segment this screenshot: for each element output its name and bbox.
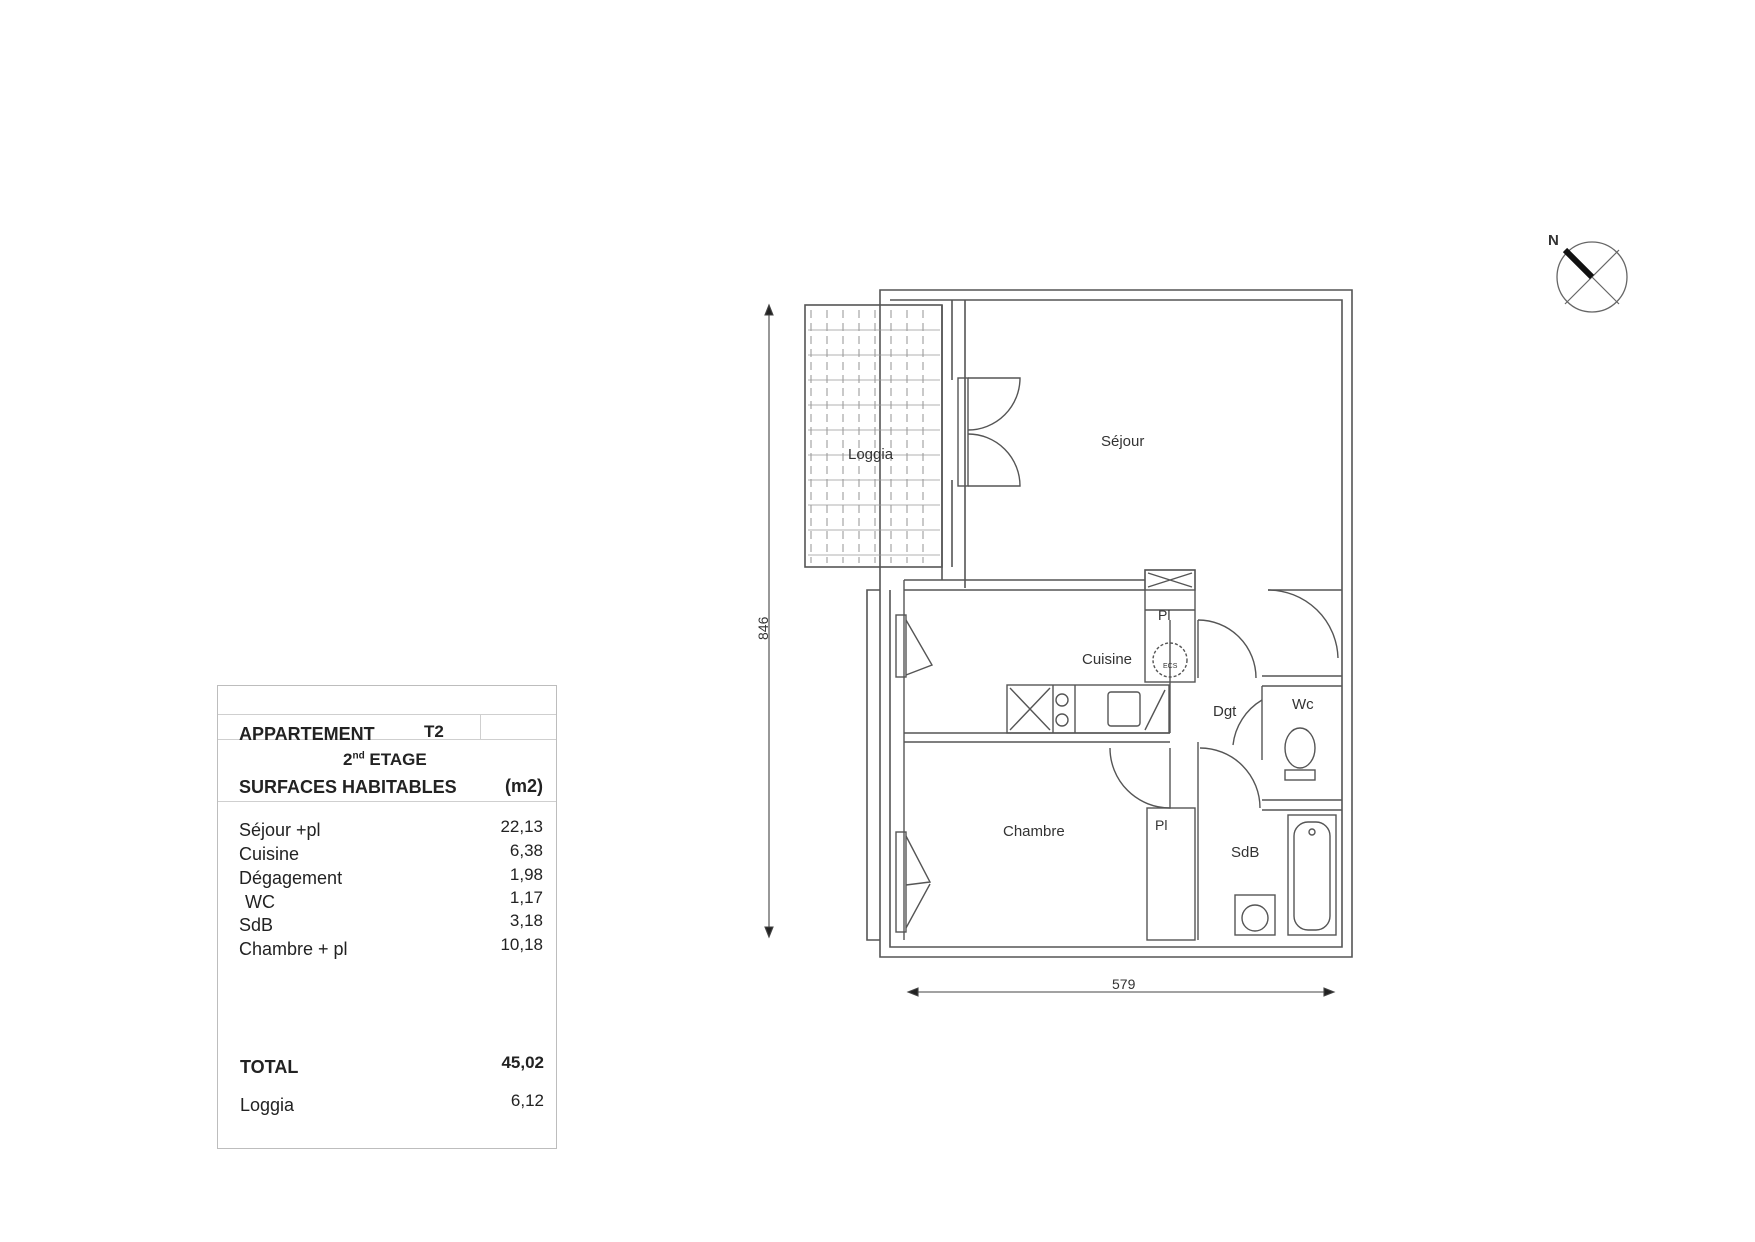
compass-north-label: N bbox=[1548, 232, 1559, 249]
height-arrow-top bbox=[765, 305, 773, 315]
row-label-sdb: SdB bbox=[239, 915, 274, 935]
width-arrow-right bbox=[1324, 988, 1334, 996]
row-value-sdb: 3,18 bbox=[509, 911, 543, 930]
loggia-value: 6,12 bbox=[510, 1091, 544, 1110]
sdb-door bbox=[1200, 748, 1260, 808]
loggia-hatching bbox=[811, 310, 923, 563]
kitchen-sink bbox=[1108, 692, 1140, 726]
loggia-door-frame bbox=[958, 378, 968, 486]
row-label-degagement: Dégagement bbox=[239, 868, 343, 888]
loggia-door-leaf-top bbox=[968, 378, 1020, 430]
washbasin bbox=[1235, 895, 1275, 935]
placard-1-cross bbox=[1148, 573, 1192, 587]
north-arrow bbox=[1557, 242, 1627, 312]
kitchen-south-wall bbox=[904, 733, 1170, 742]
wc-north-wall bbox=[1262, 676, 1342, 686]
total-value: 45,02 bbox=[501, 1053, 544, 1072]
kitchen-north-wall bbox=[904, 580, 1145, 590]
entry-door bbox=[1268, 590, 1338, 658]
room-label-cuisine: Cuisine bbox=[1082, 651, 1133, 668]
row-label-chambre: Chambre + pl bbox=[239, 939, 348, 959]
row-label-cuisine: Cuisine bbox=[239, 844, 300, 864]
loggia-outline bbox=[805, 305, 942, 567]
ecs-label: ECS bbox=[1163, 663, 1178, 670]
room-label-sdb: SdB bbox=[1231, 844, 1260, 861]
bathtub-inner bbox=[1294, 822, 1330, 930]
washbasin-bowl bbox=[1242, 905, 1268, 931]
kitchen-window-sash bbox=[906, 620, 932, 675]
row-label-wc: WC bbox=[245, 892, 275, 912]
wc-south-wall bbox=[1262, 800, 1342, 810]
bathtub bbox=[1288, 815, 1336, 935]
west-wall bbox=[867, 590, 880, 940]
room-label-loggia: Loggia bbox=[848, 446, 894, 463]
width-dimension-label: 579 bbox=[1112, 976, 1136, 992]
room-label-chambre: Chambre bbox=[1003, 823, 1065, 840]
width-arrow-left bbox=[908, 988, 918, 996]
row-value-chambre: 10,18 bbox=[500, 935, 543, 954]
surfaces-header: SURFACES HABITABLES bbox=[239, 777, 457, 797]
wc-toilet-bowl bbox=[1285, 728, 1315, 768]
floor-number: 2 bbox=[343, 750, 353, 769]
total-label: TOTAL bbox=[240, 1057, 299, 1077]
bathtub-drain bbox=[1309, 829, 1315, 835]
room-label-sejour: Séjour bbox=[1101, 433, 1145, 450]
wc-door bbox=[1233, 700, 1262, 745]
floor-suffix: nd bbox=[352, 750, 365, 762]
kitchen-tap bbox=[1145, 690, 1165, 730]
room-label-wc: Wc bbox=[1292, 696, 1314, 713]
loggia-label: Loggia bbox=[240, 1095, 295, 1115]
apartment-title: APPARTEMENT bbox=[239, 724, 375, 744]
apartment-type: T2 bbox=[424, 722, 444, 741]
height-arrow-bottom bbox=[765, 927, 773, 937]
dgt-door bbox=[1198, 620, 1256, 678]
chambre-window-sash-top bbox=[906, 836, 930, 885]
row-value-cuisine: 6,38 bbox=[509, 841, 543, 860]
row-label-sejour: Séjour +pl bbox=[239, 820, 321, 840]
hob-burner bbox=[1056, 694, 1068, 706]
hob-burner bbox=[1056, 714, 1068, 726]
floor-word: ETAGE bbox=[369, 750, 427, 769]
wc-toilet-tank bbox=[1285, 770, 1315, 780]
placard-label-1: Pl bbox=[1158, 607, 1171, 623]
row-value-degagement: 1,98 bbox=[509, 865, 543, 884]
fridge-cross bbox=[1010, 688, 1050, 730]
loggia-cross-lines bbox=[808, 330, 940, 555]
surfaces-unit: (m2) bbox=[505, 776, 544, 796]
loggia-door-leaf-bottom bbox=[968, 434, 1020, 486]
height-dimension-label: 846 bbox=[755, 616, 771, 640]
placard-label-2: Pl bbox=[1155, 817, 1168, 833]
room-label-dgt: Dgt bbox=[1213, 703, 1237, 720]
chambre-window-sash-bottom bbox=[906, 884, 930, 928]
outer-wall bbox=[880, 290, 1352, 957]
chambre-door bbox=[1110, 748, 1170, 808]
row-value-sejour: 22,13 bbox=[500, 817, 543, 836]
row-value-wc: 1,17 bbox=[509, 888, 543, 907]
kitchen-counter bbox=[1007, 685, 1169, 733]
